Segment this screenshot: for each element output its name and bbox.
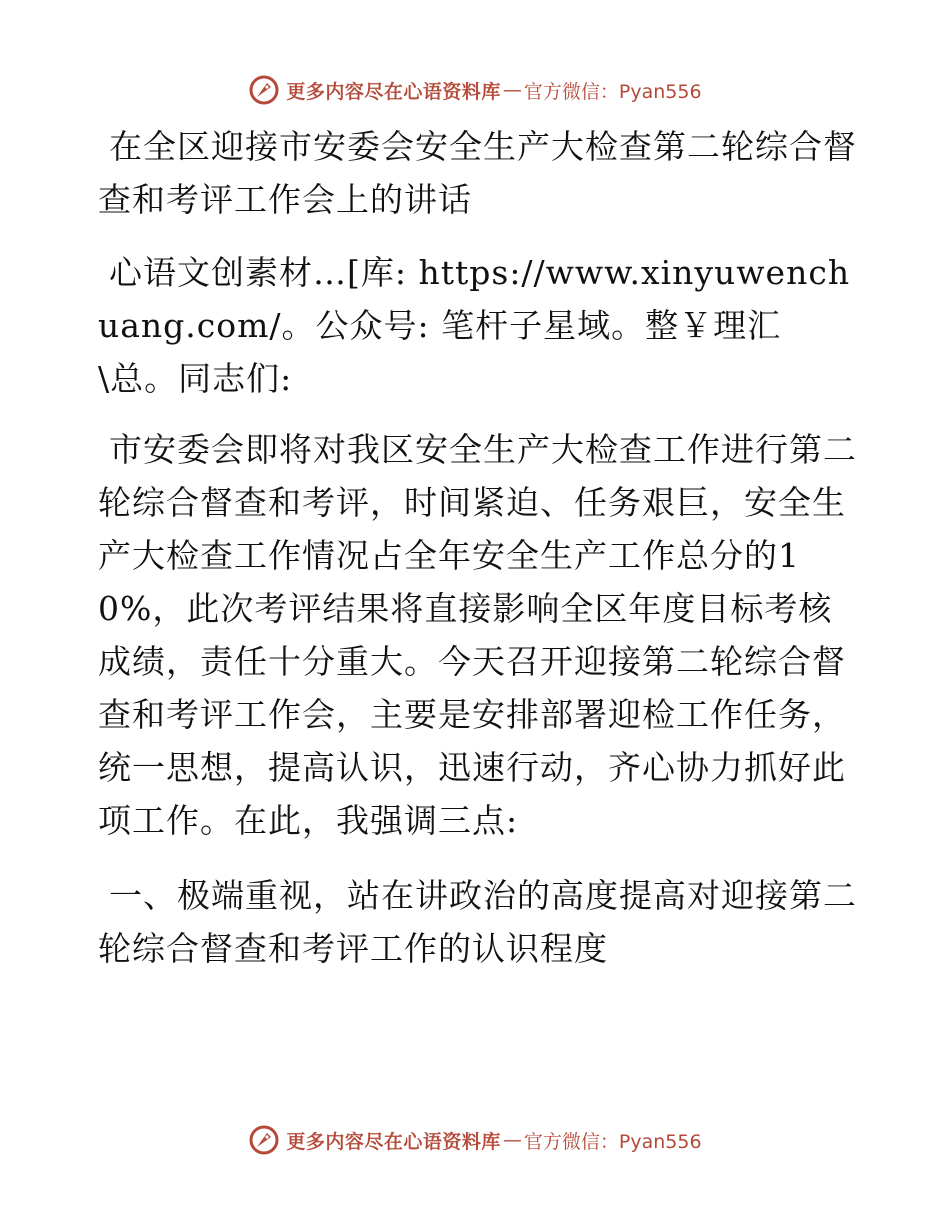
document-title: 在全区迎接市安委会安全生产大检查第二轮综合督查和考评工作会上的讲话 xyxy=(98,127,857,219)
banner-official-text: 官方微信：Pyan556 xyxy=(523,1130,702,1153)
source-line: 心语文创素材…[库: https://www.xinyuwenchuang.com/。公众号: 笔杆子星域。整￥理汇\总。同志们: xyxy=(98,253,851,398)
banner-dash: — xyxy=(502,1129,522,1151)
pen-nib-logo-icon xyxy=(248,74,280,106)
banner-main-text: 更多内容尽在心语资料库 xyxy=(286,80,501,103)
document-body xyxy=(98,120,858,997)
pen-nib-logo-icon xyxy=(248,1124,280,1156)
banner-dash: — xyxy=(502,79,522,101)
banner-official-text: 官方微信：Pyan556 xyxy=(523,80,702,103)
header-banner xyxy=(0,70,950,110)
banner-main-text: 更多内容尽在心语资料库 xyxy=(286,1130,501,1153)
footer-banner xyxy=(0,1120,950,1160)
section-heading-1: 一、极端重视，站在讲政治的高度提高对迎接第二轮综合督查和考评工作的认识程度 xyxy=(98,876,857,968)
paragraph-1: 市安委会即将对我区安全生产大检查工作进行第二轮综合督查和考评，时间紧迫、任务艰巨，安全生产大检查工作情况占全年安全生产工作总分的10%，此次考评结果将直接影响全区年度目标考核成绩，责任十分重大。今天召开迎接第二轮综合督查和考评工作会，主要是安排部署迎检工作任务，统一思想，提高认识，迅速行动，齐心协力抓好此项工作。在此，我强调三点: xyxy=(98,430,857,840)
